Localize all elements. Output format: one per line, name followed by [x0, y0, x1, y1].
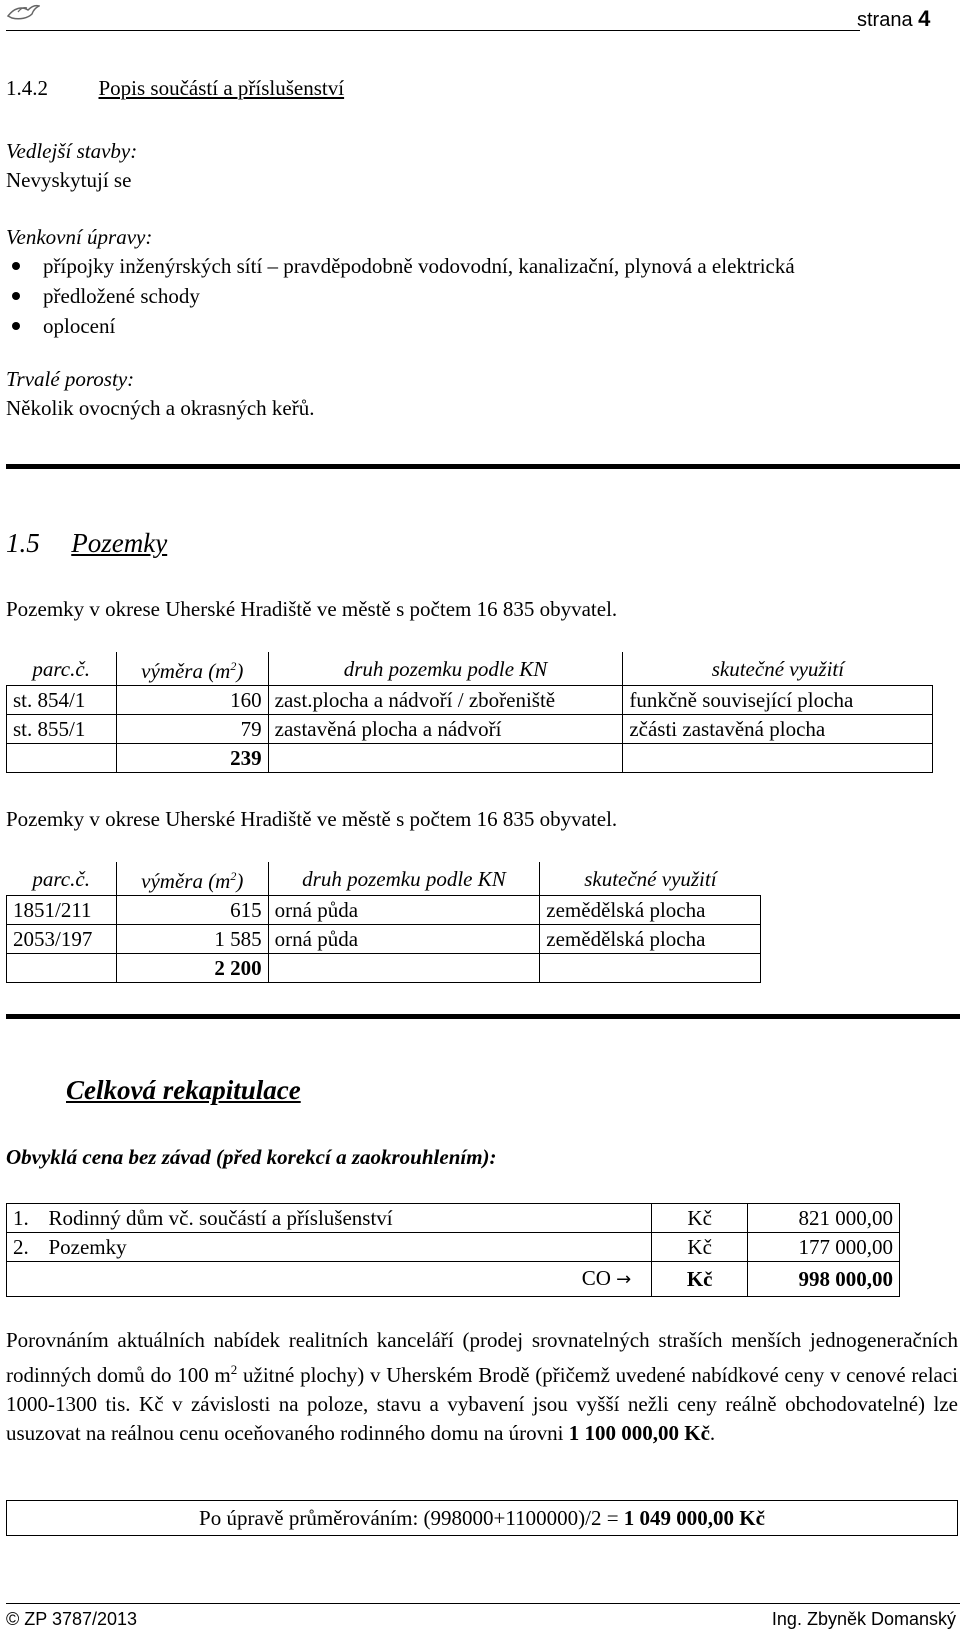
cell-empty — [268, 744, 623, 773]
cell-parc: st. 854/1 — [7, 686, 117, 715]
cell-total: 239 — [116, 744, 268, 773]
final-result-box: Po úpravě průměrováním: (998000+1100000)/2 = 1 049 000,00 Kč — [6, 1500, 958, 1536]
section-title: Pozemky — [71, 528, 168, 558]
table-header-row — [7, 652, 933, 686]
cell-vyuziti: funkčně související plocha — [623, 686, 933, 715]
table-header-row — [7, 862, 761, 896]
recap-table — [6, 1203, 900, 1297]
cell-parc: 1851/211 — [7, 896, 117, 925]
footer-rule — [6, 1603, 960, 1604]
cell-druh: zast.plocha a nádvoří / zbořeniště — [268, 686, 623, 715]
cell-parc: st. 855/1 — [7, 715, 117, 744]
porosty-label: Trvalé porosty: — [6, 367, 135, 391]
cell-currency: Kč — [652, 1233, 748, 1262]
pozemky-table-2 — [6, 862, 761, 983]
cell-druh: orná půda — [268, 896, 540, 925]
section-number: 1.5 — [6, 528, 40, 558]
list-item: předložené schody — [6, 281, 795, 311]
col-vymera: výměra $(m^2)$ — [116, 652, 268, 686]
pozemky-intro-1: Pozemky v okrese Uherské Hradiště ve městě s počtem 16 835 obyvatel. — [6, 597, 618, 621]
table-row — [7, 925, 761, 954]
cell-total-currency: Kč — [652, 1262, 748, 1297]
venkovni-list — [6, 251, 795, 341]
recap-title: Celková rekapitulace — [66, 1075, 301, 1105]
porosty-text: Několik ovocných a okrasných keřů. — [6, 396, 315, 420]
valuation-paragraph: Porovnáním aktuálních nabídek realitních kanceláří (prodej srovnatelných straších menších jednogeneračních rodinných domů do 100 $m^2$ užitné plochy) v Uherském Brodě (přičemž uvedené nabídkové ceny v cenové relaci 1000-1300 tis. Kč v závislosti na poloze, stavu a vybavení jsou vyšší nežli ceny reálně obchodovatelné) lze usuzovat na reálnou cenu oceňovaného rodinného domu na úrovni 1 100 000,00 Kč. — [6, 1328, 959, 1445]
table-row — [7, 896, 761, 925]
cell-total-label: CO → — [7, 1262, 652, 1297]
cell-parc: 2053/197 — [7, 925, 117, 954]
cell-num: 2. — [7, 1233, 43, 1262]
footer-document-id: © ZP 3787/2013 — [6, 1609, 138, 1629]
cell-amount: 821 000,00 — [748, 1204, 900, 1233]
col-druh: druh pozemku podle KN — [268, 862, 540, 896]
cell-num: 1. — [7, 1204, 43, 1233]
table-total-row — [7, 954, 761, 983]
section-title: Popis součástí a příslušenství — [98, 76, 345, 100]
cell-druh: zastavěná plocha a nádvoří — [268, 715, 623, 744]
page-number: 4 — [918, 6, 931, 31]
col-parc: parc.č. — [7, 652, 117, 686]
cell-empty — [623, 744, 933, 773]
cell-empty — [7, 744, 117, 773]
cell-label: Pozemky — [42, 1233, 651, 1262]
col-parc: parc.č. — [7, 862, 117, 896]
table-row — [7, 715, 933, 744]
header-rule — [6, 30, 860, 31]
cell-currency: Kč — [652, 1204, 748, 1233]
table-total-row — [7, 744, 933, 773]
table-row — [7, 1204, 900, 1233]
page-prefix: strana — [857, 9, 913, 31]
vedlejsi-label: Vedlejší stavby: — [6, 139, 138, 163]
footer-author: Ing. Zbyněk Domanský — [771, 1609, 956, 1629]
section-divider — [6, 464, 960, 469]
cell-vymera: 1 585 — [116, 925, 268, 954]
cell-vyuziti: zemědělská plocha — [540, 896, 761, 925]
cell-vymera: 615 — [116, 896, 268, 925]
cell-vyuziti: zčásti zastavěná plocha — [623, 715, 933, 744]
final-value: 1 049 000,00 Kč — [623, 1506, 765, 1530]
section-divider — [6, 1014, 960, 1019]
pozemky-table-1 — [6, 652, 933, 773]
vedlejsi-text: Nevyskytují se — [6, 168, 132, 192]
cell-vymera: 160 — [116, 686, 268, 715]
table-row — [7, 686, 933, 715]
col-vymera: výměra $(m^2)$ — [116, 862, 268, 896]
section-heading-142 — [6, 76, 344, 101]
col-vyuziti: skutečné využití — [623, 652, 933, 686]
table-row — [7, 1233, 900, 1262]
cell-total: 2 200 — [116, 954, 268, 983]
market-value: 1 100 000,00 Kč — [568, 1421, 710, 1445]
cell-vymera: 79 — [116, 715, 268, 744]
bird-logo-icon — [6, 2, 40, 26]
col-vyuziti: skutečné využití — [540, 862, 761, 896]
section-heading-15 — [6, 528, 167, 559]
col-druh: druh pozemku podle KN — [268, 652, 623, 686]
list-item: přípojky inženýrských sítí – pravděpodobně vodovodní, kanalizační, plynová a elektrická — [6, 251, 795, 281]
section-number: 1.4.2 — [6, 76, 48, 100]
cell-empty — [540, 954, 761, 983]
cell-amount: 177 000,00 — [748, 1233, 900, 1262]
table-total-row — [7, 1262, 900, 1297]
recap-subtitle: Obvyklá cena bez závad (před korekcí a zaokrouhlením): — [6, 1145, 497, 1169]
pozemky-intro-2: Pozemky v okrese Uherské Hradiště ve městě s počtem 16 835 obyvatel. — [6, 807, 618, 831]
list-item: oplocení — [6, 311, 795, 341]
cell-total-amount: 998 000,00 — [748, 1262, 900, 1297]
cell-druh: orná půda — [268, 925, 540, 954]
page-number-label — [857, 6, 930, 32]
venkovni-label: Venkovní úpravy: — [6, 225, 153, 249]
cell-label: Rodinný dům vč. součástí a příslušenství — [42, 1204, 651, 1233]
cell-empty — [268, 954, 540, 983]
cell-vyuziti: zemědělská plocha — [540, 925, 761, 954]
arrow-right-icon: → — [616, 1269, 632, 1290]
cell-empty — [7, 954, 117, 983]
